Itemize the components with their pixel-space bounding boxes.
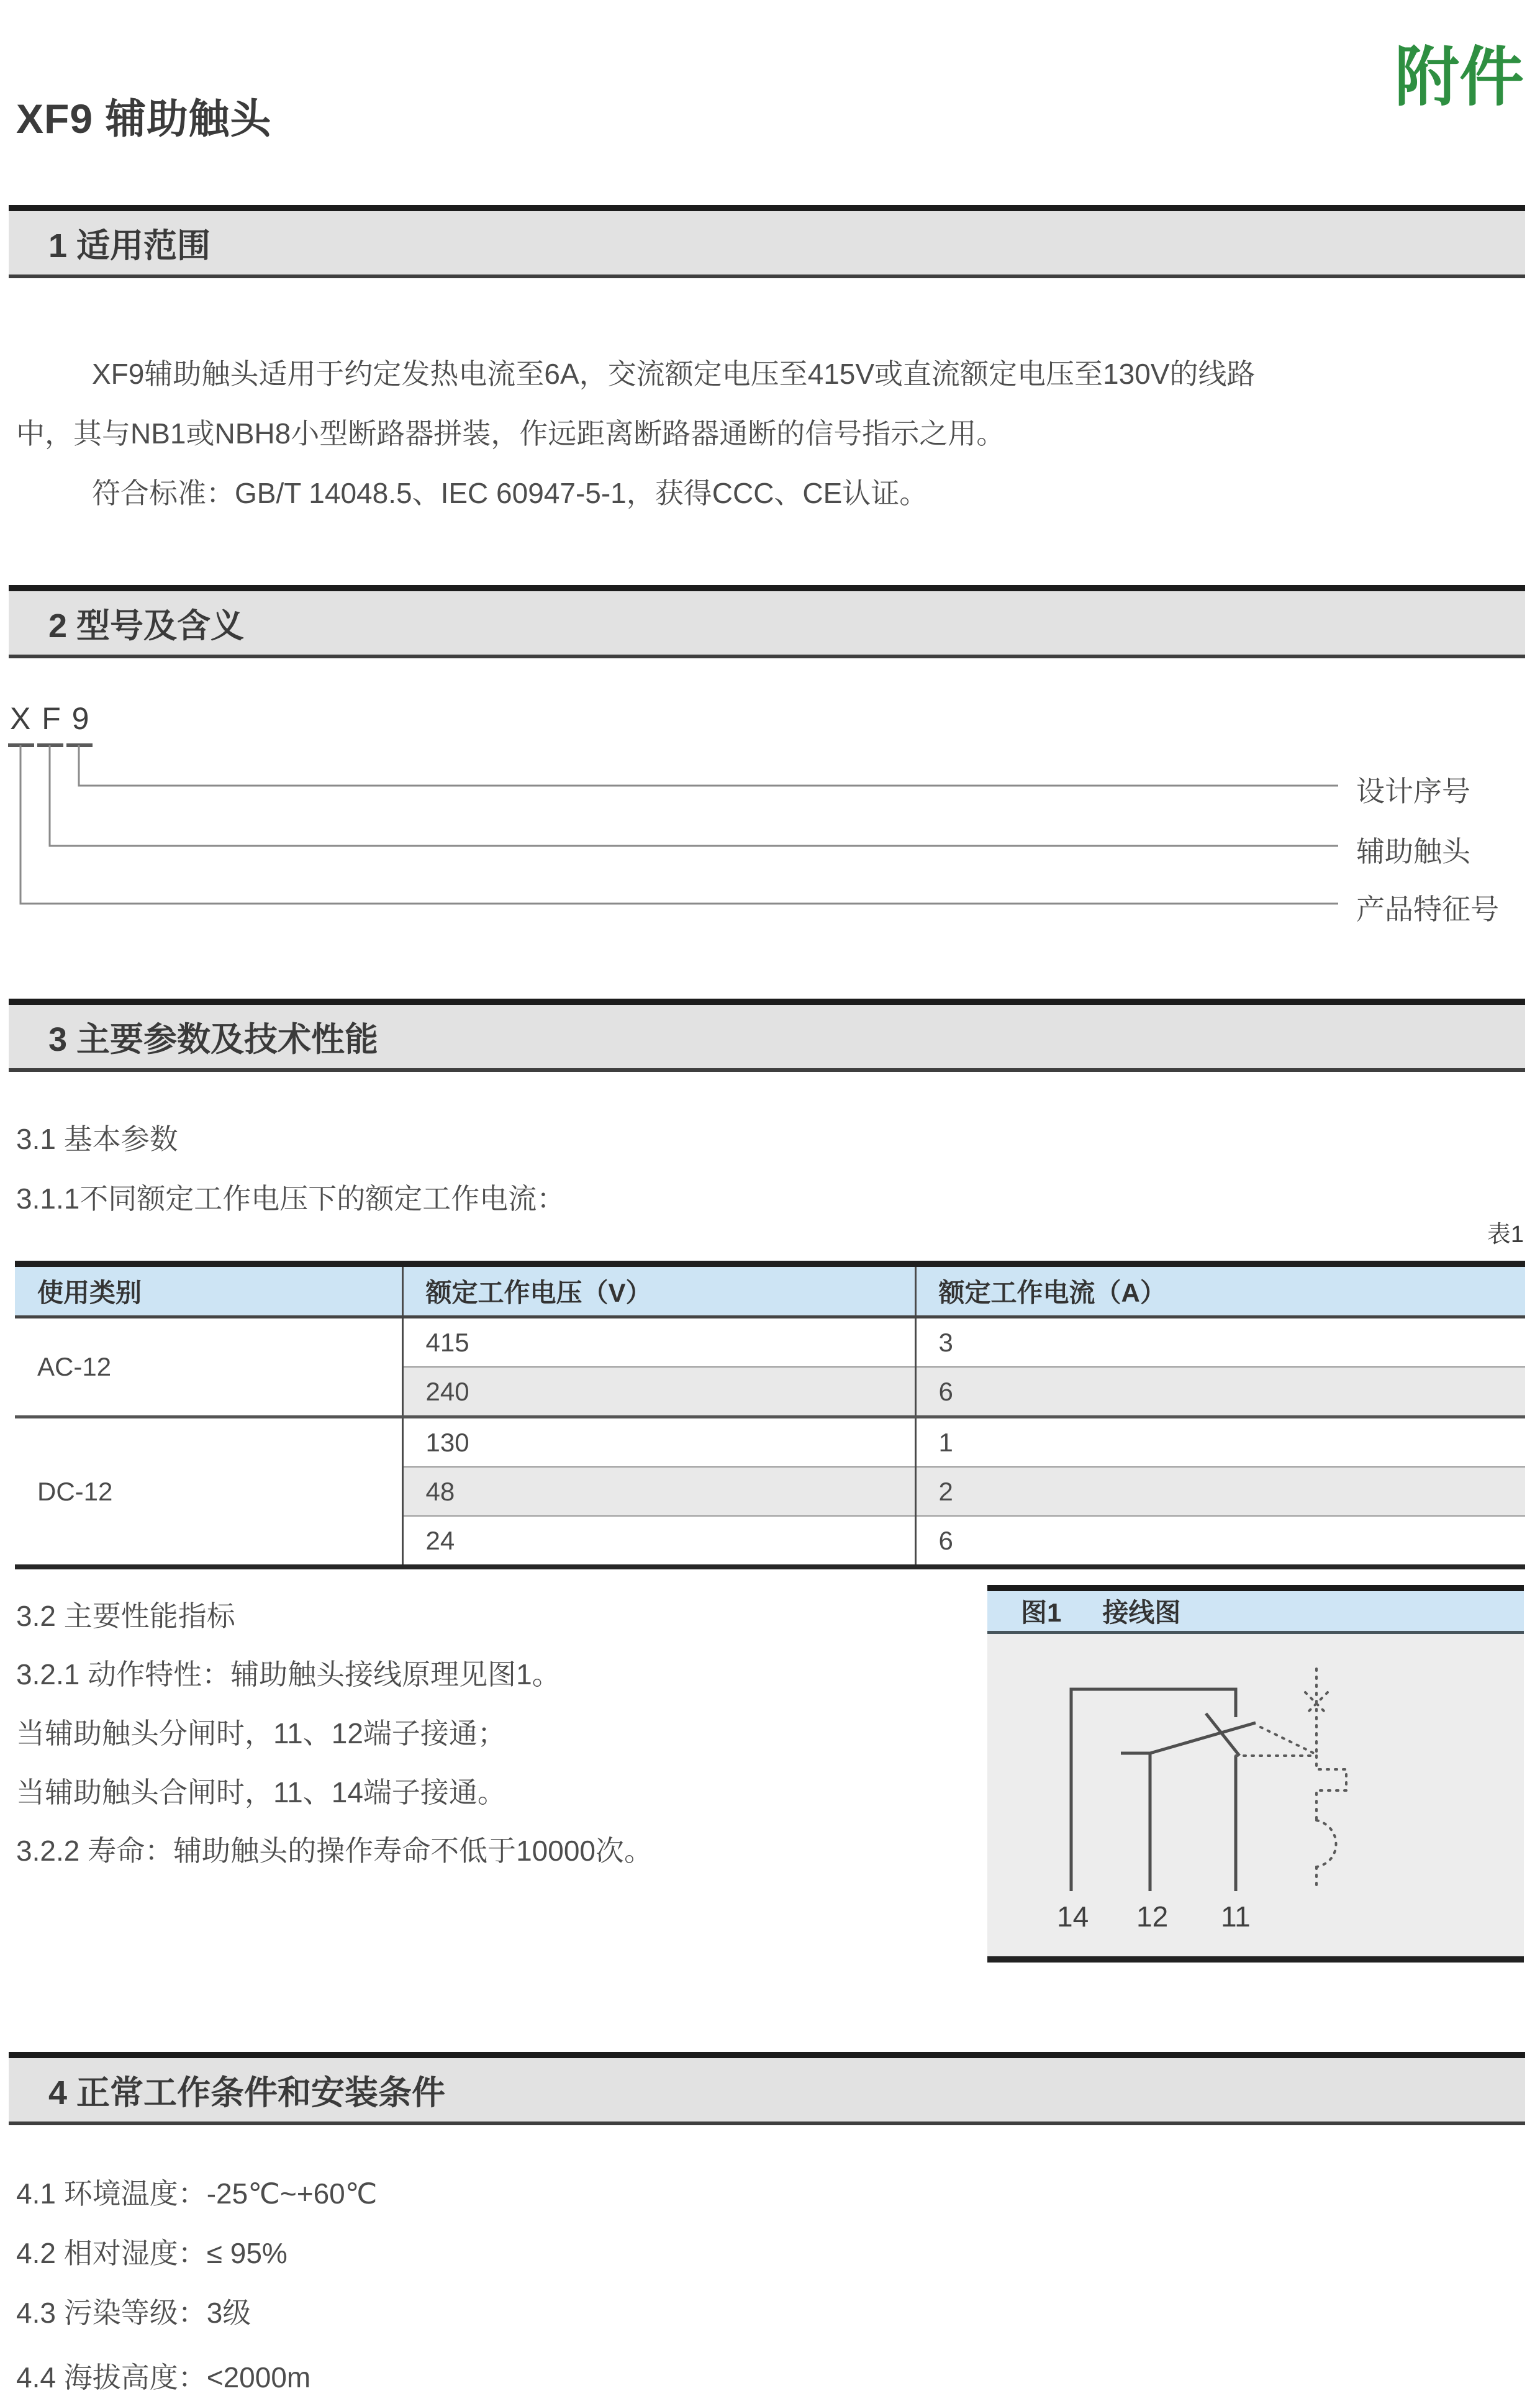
figure-1-header [987,1591,1524,1634]
section-4-top-rule [9,2052,1525,2058]
category-cell-ac12: AC-12 [15,1317,402,1417]
scope-paragraph-line-1: XF9辅助触头适用于约定发热电流至6A，交流额定电压至415V或直流额定电压至130V的线路 [92,358,1256,390]
page-title: XF9 辅助触头 [16,96,272,142]
attachment-label: 附件 [1394,42,1524,114]
voltage-cell: 48 [402,1467,915,1516]
table-row [15,1417,1525,1468]
current-cell: 1 [915,1417,1525,1468]
section-2-top-rule [9,585,1525,591]
condition-item-altitude: 4.4 海拔高度：<2000m [16,2361,311,2394]
section-4-bottom-rule [9,2121,1525,2125]
current-cell: 2 [915,1467,1525,1516]
figure-1-top-rule [987,1585,1524,1591]
current-cell: 3 [915,1317,1525,1368]
model-code: X F 9 [10,701,91,736]
condition-item-pollution: 4.3 污染等级：3级 [16,2297,251,2329]
subsection-3-1: 3.1 基本参数 [16,1123,178,1155]
section-1-bottom-rule [9,275,1525,278]
terminal-label-14: 14 [1057,1900,1089,1933]
table-row [15,1317,1525,1368]
terminal-label-11: 11 [1221,1900,1251,1933]
table-1-caption: 表1 [1487,1222,1524,1248]
section-2-heading: 2 型号及含义 [9,591,1525,655]
subsection-3-1-1: 3.1.1不同额定工作电压下的额定工作电流： [16,1182,566,1215]
section-1-heading: 1 适用范围 [9,211,1525,275]
col-header-category: 使用类别 [15,1264,402,1317]
model-label-aux-contact: 辅助触头 [1356,835,1470,868]
condition-item-temperature: 4.1 环境温度：-25℃~+60℃ [16,2177,378,2210]
voltage-cell: 415 [402,1317,915,1368]
model-label-design-serial: 设计序号 [1356,775,1470,807]
voltage-cell: 130 [402,1417,915,1468]
voltage-cell: 240 [402,1367,915,1417]
current-cell: 6 [915,1516,1525,1567]
perf-action-line: 3.2.1 动作特性：辅助触头接线原理见图1。 [16,1658,561,1690]
category-cell-dc12: DC-12 [15,1417,402,1568]
figure-1-diagram [987,1634,1524,1956]
perf-open-line: 当辅助触头分闸时，11、12端子接通； [16,1717,506,1749]
col-header-current: 额定工作电流（A） [915,1264,1525,1317]
section-2-bottom-rule [9,655,1525,658]
model-meaning-diagram [0,740,1525,914]
figure-1-box [987,1585,1524,1963]
section-2-bar [9,585,1525,658]
section-1-bar [9,205,1525,278]
perf-life-line: 3.2.2 寿命：辅助触头的操作寿命不低于10000次。 [16,1835,653,1867]
ratings-table [15,1261,1525,1569]
terminal-label-12: 12 [1136,1900,1169,1933]
section-3-top-rule [9,999,1525,1005]
col-header-voltage: 额定工作电压（V） [402,1264,915,1317]
condition-item-humidity: 4.2 相对湿度：≤ 95% [16,2237,288,2269]
section-1-top-rule [9,205,1525,211]
model-label-product-feature: 产品特征号 [1356,893,1499,925]
table-header-row [15,1264,1525,1317]
section-3-heading: 3 主要参数及技术性能 [9,1005,1525,1068]
subsection-3-2: 3.2 主要性能指标 [16,1600,235,1632]
scope-paragraph-line-3: 符合标准：GB/T 14048.5、IEC 60947-5-1，获得CCC、CE认证。 [92,477,928,509]
figure-1-bottom-rule [987,1956,1524,1963]
current-cell: 6 [915,1367,1525,1417]
section-4-heading: 4 正常工作条件和安装条件 [9,2058,1525,2121]
scope-paragraph-line-2: 中，其与NB1或NBH8小型断路器拼装，作远距离断路器通断的信号指示之用。 [16,417,1005,450]
section-4-bar [9,2052,1525,2125]
figure-1-label: 图1 [1021,1598,1062,1627]
section-3-bar [9,999,1525,1072]
voltage-cell: 24 [402,1516,915,1567]
perf-close-line: 当辅助触头合闸时，11、14端子接通。 [16,1776,506,1808]
section-3-bottom-rule [9,1068,1525,1072]
figure-1-title: 接线图 [1102,1598,1181,1627]
